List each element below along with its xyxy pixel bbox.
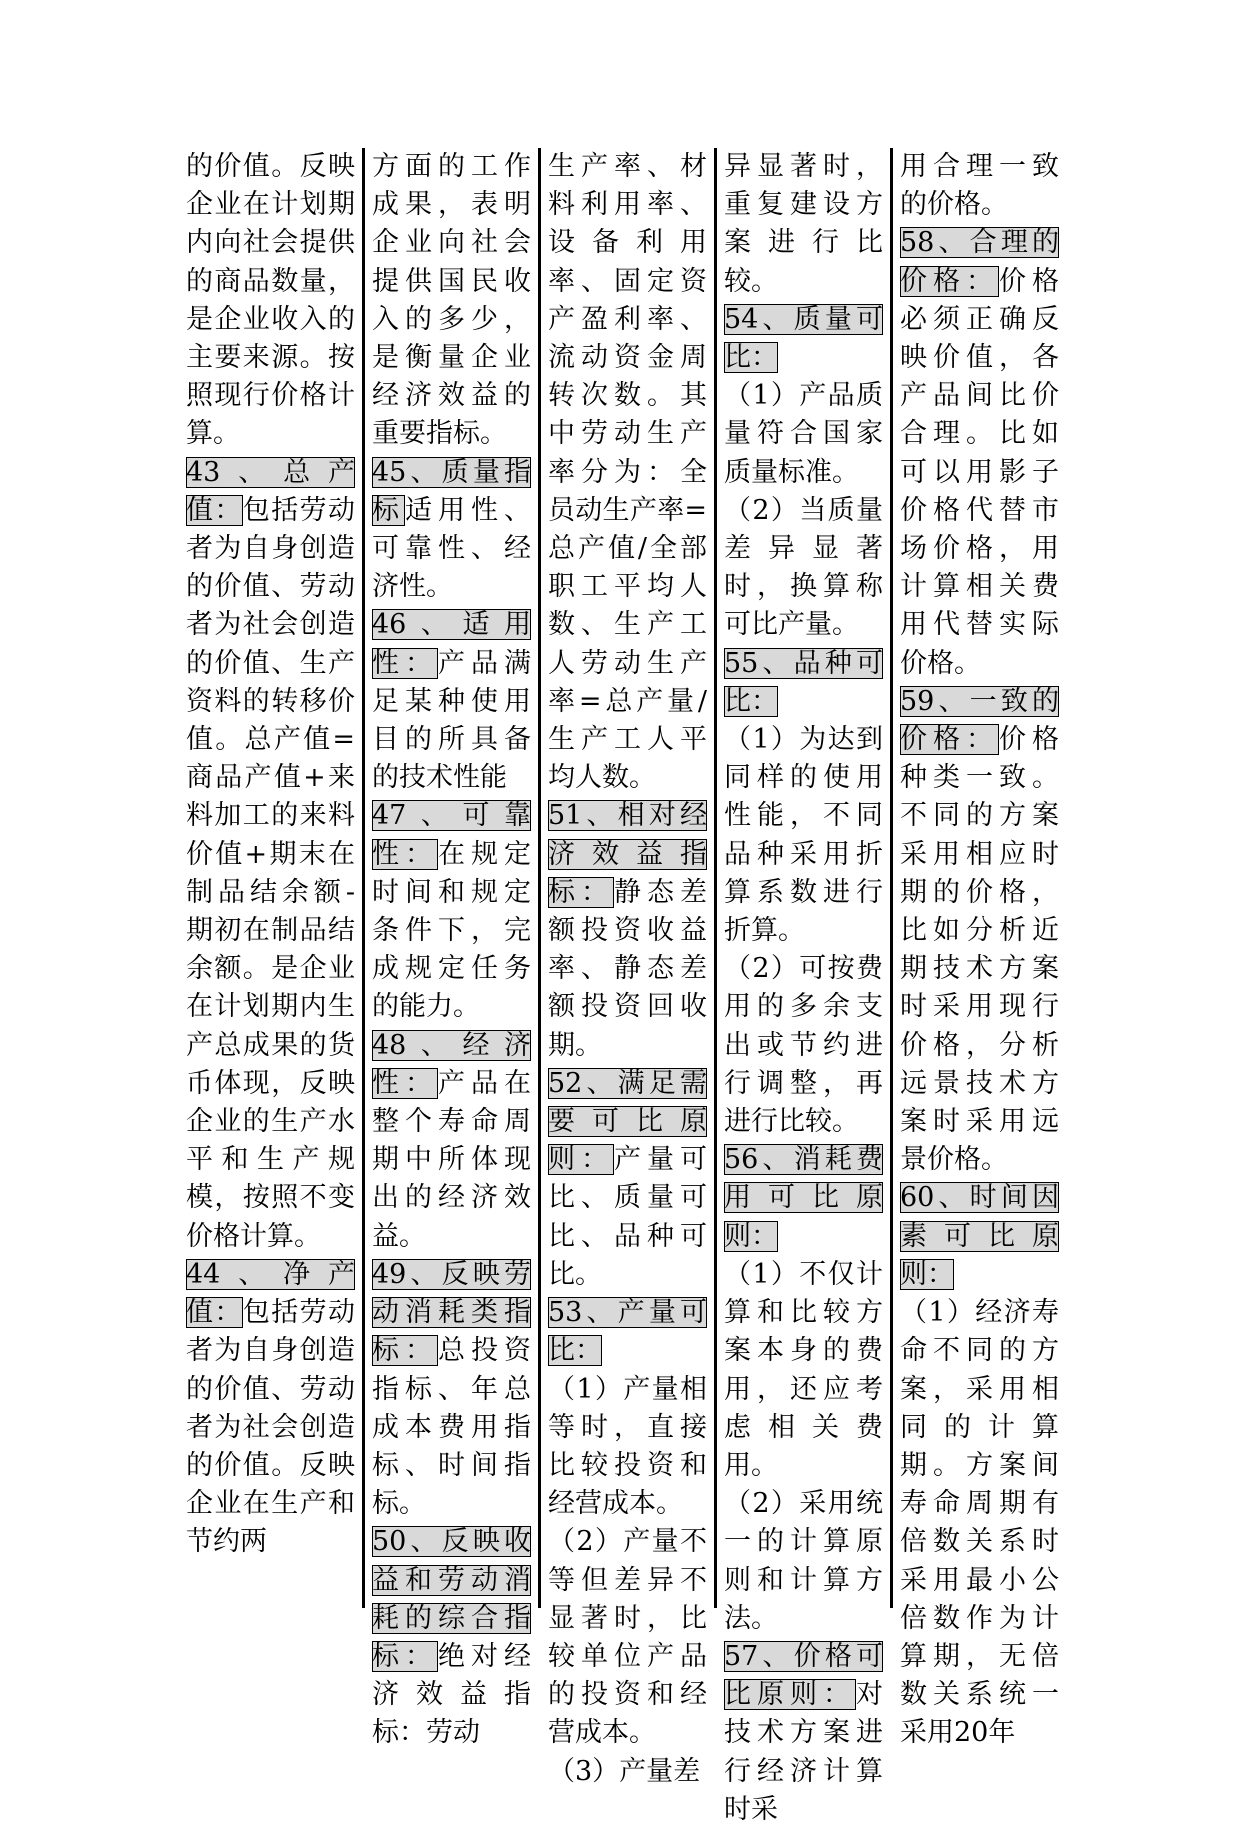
paragraph: 45、质量指标适用性、可靠性、经济性。 [372,456,531,603]
term-label: 45、质量指标 [372,456,531,526]
term-label: 48、经济性： [372,1029,531,1099]
paragraph: 57、价格可比原则：对技术方案进行经济计算时采 [724,1640,883,1825]
term-label: 52、满足需要可比原则： [548,1067,707,1176]
term-label: 59、一致的价格： [900,685,1059,756]
paragraph: 的价值。反映企业在计划期内向社会提供的商品数量，是企业收入的主要来源。按照现行价格计算。 [186,151,355,450]
paragraph: （2）当质量差异显著时，换算称可比产量。 [724,494,883,641]
paragraph: 52、满足需要可比原则：产量可比、质量可比、品种可比。 [548,1067,707,1290]
paragraph: （1）经济寿命不同的方案，采用相同的计算期。方案间寿命周期有倍数关系时采用最小公倍数作为计算期，无倍数关系统一采用20年 [900,1297,1059,1749]
term-label: 47、可靠性： [372,800,531,870]
term-label: 53、产量可比： [548,1297,707,1367]
paragraph: 46、适用性：产品满足某种使用目的所具备的技术性能 [372,609,531,794]
paragraph: 生产率、材料利用率、设备利用率、固定资产盈利率、流动资金周转次数。其中劳动生产率分为：全员动生产率=总产值/全部职工平均人数、生产工人劳动生产率=总产量/生产工人平均人数。 [548,151,707,794]
paragraph [548,1294,707,1370]
paragraph: 58、合理的价格：价格必须正确反映价值，各产品间比价合理。比如可以用影子价格代替市场价格，用计算相关费用代替实际价格。 [900,227,1059,679]
paragraph: （1）不仅计算和比较方案本身的费用，还应考虑相关费用。 [724,1258,883,1481]
paragraph [724,301,883,377]
term-label: 58、合理的价格： [900,227,1059,297]
paragraph: 51、相对经济效益指标：静态差额投资收益率、静态差额投资回收期。 [548,800,707,1061]
term-label: 46、适用性： [372,609,531,679]
paragraph: 48、经济性：产品在整个寿命周期中所体现出的经济效益。 [372,1029,531,1252]
paragraph: （1）产品质量符合国家质量标准。 [724,380,883,488]
paragraph: 50、反映收益和劳动消耗的综合指标：绝对经济效益指标：劳动 [372,1526,531,1749]
paragraph: （3）产量差 [548,1755,701,1787]
paragraph: 方面的工作成果，表明企业向社会提供国民收入的多少，是衡量企业经济效益的重要指标。 [372,151,531,450]
document-page [186,148,1066,1825]
paragraph: 47、可靠性：在规定时间和规定条件下，完成规定任务的能力。 [372,800,531,1023]
paragraph: 异显著时，重复建设方案进行比较。 [724,151,883,297]
paragraph: 59、一致的价格：价格种类一致。不同的方案采用相应时期的价格，比如分析近期技术方案时采用现行价格，分析远景技术方案时采用远景价格。 [900,685,1059,1176]
paragraph [724,1141,883,1256]
paragraph: 用合理一致的价格。 [900,151,1059,221]
paragraph [900,1179,1059,1294]
paragraph: （1）为达到同样的使用性能，不同品种采用折算系数进行折算。 [724,724,883,947]
paragraph: （1）产量相等时，直接比较投资和经营成本。 [548,1373,707,1520]
paragraph: （2）可按费用的多余支出或节约进行调整，再进行比较。 [724,953,883,1138]
paragraph: 49、反映劳动消耗类指标：总投资指标、年总成本费用指标、时间指标。 [372,1258,531,1520]
term-label: 44、净产值： [186,1258,355,1329]
term-label: 56、消耗费用可比原则： [724,1144,883,1252]
paragraph [724,645,883,721]
term-label: 50、反映收益和劳动消耗的综合指标： [372,1526,531,1672]
term-label: 60、时间因素可比原则： [900,1182,1059,1290]
term-label: 51、相对经济效益指标： [548,800,707,908]
paragraph: （2）采用统一的计算原则和计算方法。 [724,1488,883,1634]
text-column-3 [538,148,714,1787]
text-column-5 [890,148,1066,1749]
term-label: 57、价格可比原则： [724,1640,883,1711]
term-label: 43、总产值： [186,456,355,526]
paragraph: 43、总产值：包括劳动者为自身创造的价值、劳动者为社会创造的价值、生产资料的转移价值。总产值=商品产值+来料加工的来料价值+期末在制品结余额-期初在制品结余额。是企业在计划期内生产总成果的货币体现，反映企业的生产水平和生产规模，按照不变价格计算。 [186,456,356,1252]
text-column-1 [186,148,362,1608]
text-column-4 [714,148,890,1825]
paragraph: （2）产量不等但差异不显著时，比较单位产品的投资和经营成本。 [548,1526,707,1749]
term-label: 49、反映劳动消耗类指标： [372,1258,531,1367]
paragraph: 44、净产值：包括劳动者为自身创造的价值、劳动者为社会创造的价值。反映企业在生产和节约两 [186,1258,356,1558]
text-column-2 [362,148,538,1749]
term-label: 55、品种可比： [724,647,883,717]
term-label: 54、质量可比： [724,303,883,374]
